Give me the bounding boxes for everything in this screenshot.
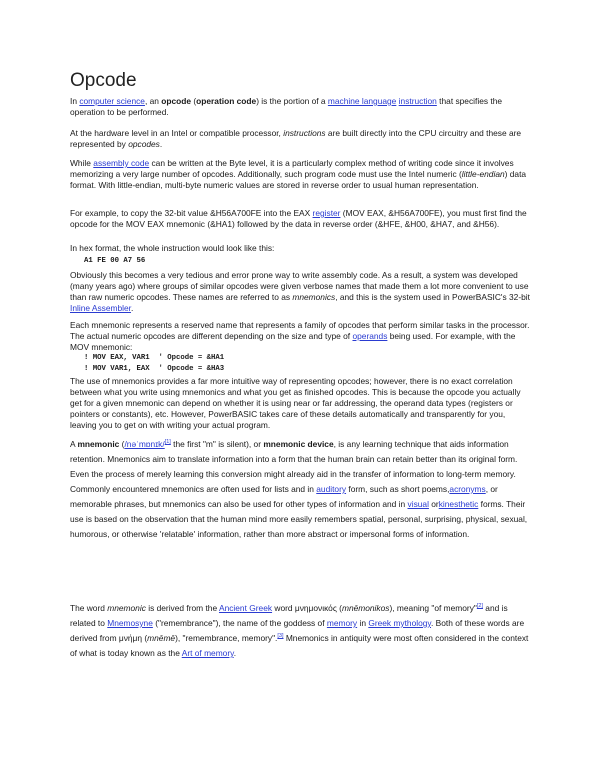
citation-link[interactable]: [1] — [164, 439, 171, 446]
mov-code-line: ! MOV EAX, VAR1 ' Opcode = &HA1 — [84, 354, 225, 362]
link-art-of-memory[interactable]: Art of memory — [181, 648, 234, 658]
use-of-mnemonics-paragraph: The use of mnemonics provides a far more intuitive way of representing opcodes; however, there is no exact correlation between what you write using mnemonics and what you get as finished opcodes. This is because the opcode you actually get for a given mnemonic can depend on whether it is using near or far addressing, the operand data types (registers or pointers or constants), etc. However, PowerBASIC takes care of these details automatically and transparently for you, leaving you to get on with writing your actual program. — [70, 376, 521, 430]
text: the first "m" is silent), or — [170, 439, 264, 449]
text: At the hardware level in an Intel or compatible processor, — [70, 128, 284, 138]
bold-term: mnemonic — [77, 439, 120, 449]
link-acronyms[interactable]: acronyms — [449, 484, 486, 494]
word-origin-paragraph — [70, 601, 530, 661]
citation-link[interactable]: [2] — [476, 603, 483, 610]
link-register[interactable]: register — [312, 208, 341, 218]
assembly-paragraph — [70, 158, 530, 191]
text: are built directly into the CPU circuitry and these are represented by — [70, 128, 522, 149]
bold-term: mnemonic device — [263, 439, 334, 449]
text: In — [70, 96, 80, 106]
italic-term: instructions — [283, 128, 326, 138]
link-pronunciation[interactable]: /nəˈmɒnɪk/ — [124, 439, 165, 449]
intro-paragraph — [70, 96, 530, 118]
text: ), "remembrance, memory". — [175, 633, 278, 643]
text: , is any learning technique that aids information retention. Mnemonics aim to translate information into a form that the human brain can retain better than its original form. Even the process of merely learning this conversion might already aid in the transfer of information to long-term memory. Commonly encountered mnemonics are often used for lists and in — [70, 439, 518, 494]
link-mnemosyne[interactable]: Mnemosyne — [107, 618, 153, 628]
link-operands[interactable]: operands — [352, 331, 388, 341]
link-assembly-code[interactable]: assembly code — [93, 158, 150, 168]
example-paragraph — [70, 208, 530, 230]
text: Mnemonics in antiquity were most often considered in the context of what is today known as the — [70, 633, 529, 658]
text: The word — [70, 603, 108, 613]
link-visual[interactable]: visual — [407, 499, 429, 509]
hex-intro-paragraph: In hex format, the whole instruction would look like this: — [70, 243, 275, 253]
link-ancient-greek[interactable]: Ancient Greek — [218, 603, 273, 613]
text: being used. For example, with the MOV mnemonic: — [70, 331, 516, 352]
italic-term: mnēmē — [147, 633, 176, 643]
text: can be written at the Byte level, it is a particularly complex method of writing code since it involves memorizing a very large number of opcodes. Additionally, such program code must use the Intel numeric ( — [70, 158, 514, 179]
hex-code-block: A1 FE 00 A7 56 — [84, 257, 146, 265]
text: form, such as short poems, — [346, 484, 450, 494]
page-title: Opcode — [70, 70, 137, 91]
text: and is related to — [70, 603, 508, 628]
italic-term: mnēmonikos — [341, 603, 390, 613]
link-inline-assembler[interactable]: Inline Assembler — [70, 303, 131, 313]
text: While — [70, 158, 94, 168]
text: For example, to copy the 32-bit value &H56A700FE into the EAX — [70, 208, 313, 218]
text: , or memorable phrases, but mnemonics can also be used for other types of information and in — [70, 484, 498, 509]
link-instruction[interactable]: instruction — [398, 96, 437, 106]
text: ) data format. With little-endian, multi-byte numeric values are stored in reverse order to usual human representation. — [70, 169, 527, 190]
mov-code-line: ! MOV VAR1, EAX ' Opcode = &HA3 — [84, 365, 225, 373]
text: Obviously this becomes a very tedious and error prone way to write assembly code. As a result, a system was developed (many years ago) where groups of similar opcodes were given verbose names that made them a lot more convenient to use than raw numeric opcodes. These names are referred to as — [70, 270, 529, 302]
italic-term: opcodes — [128, 139, 160, 149]
text: ), meaning "of memory" — [389, 603, 477, 613]
text: or — [428, 499, 439, 509]
text: . Both of these words are derived from μνήμη ( — [70, 618, 525, 643]
text: ( — [191, 96, 197, 106]
bold-term: operation code — [196, 96, 257, 106]
text: word μνημονικός ( — [272, 603, 342, 613]
link-computer-science[interactable]: computer science — [79, 96, 145, 106]
text: . — [130, 303, 134, 313]
each-mnemonic-paragraph — [70, 320, 530, 353]
text: . — [233, 648, 237, 658]
italic-term: mnemonic — [107, 603, 146, 613]
text: is derived from the — [145, 603, 219, 613]
text: . — [159, 139, 163, 149]
link-machine-language[interactable]: machine language — [327, 96, 397, 106]
text: (MOV EAX, &H56A700FE), you must first find the opcode for the MOV EAX mnemonic (&HA1) followed by the data in reverse order (&HFE, &H00, &HA7, and &H56). — [70, 208, 527, 229]
italic-term: mnemonics — [292, 292, 336, 302]
italic-term: little-endian — [461, 169, 505, 179]
link-memory[interactable]: memory — [326, 618, 358, 628]
link-greek-mythology[interactable]: Greek mythology — [368, 618, 431, 628]
text: ("remembrance"), the name of the goddess of — [152, 618, 327, 628]
citation-link[interactable]: [3] — [277, 633, 284, 640]
text: ) is the portion of a — [256, 96, 328, 106]
text: ( — [119, 439, 125, 449]
mnemonic-definition-paragraph — [70, 437, 530, 542]
text: , an — [144, 96, 162, 106]
text: in — [357, 618, 369, 628]
text: A — [70, 439, 78, 449]
text: Each mnemonic represents a reserved name that represents a family of opcodes that perform similar tasks in the processor. The actual numeric opcodes are different depending on the size and type of — [70, 320, 530, 341]
text: forms. Their use is based on the observation that the human mind more easily remembers spatial, personal, surprising, physical, sexual, humorous, or otherwise 'relatable' information, rather than more abstract or impersonal forms of information. — [70, 499, 528, 539]
link-kinesthetic[interactable]: kinesthetic — [438, 499, 479, 509]
text: , and this is the system used in PowerBASIC's 32-bit — [335, 292, 530, 302]
hardware-paragraph — [70, 128, 530, 150]
mnemonics-paragraph — [70, 270, 530, 314]
text: that specifies the operation to be performed. — [70, 96, 503, 117]
link-auditory[interactable]: auditory — [316, 484, 347, 494]
bold-term: opcode — [161, 96, 192, 106]
